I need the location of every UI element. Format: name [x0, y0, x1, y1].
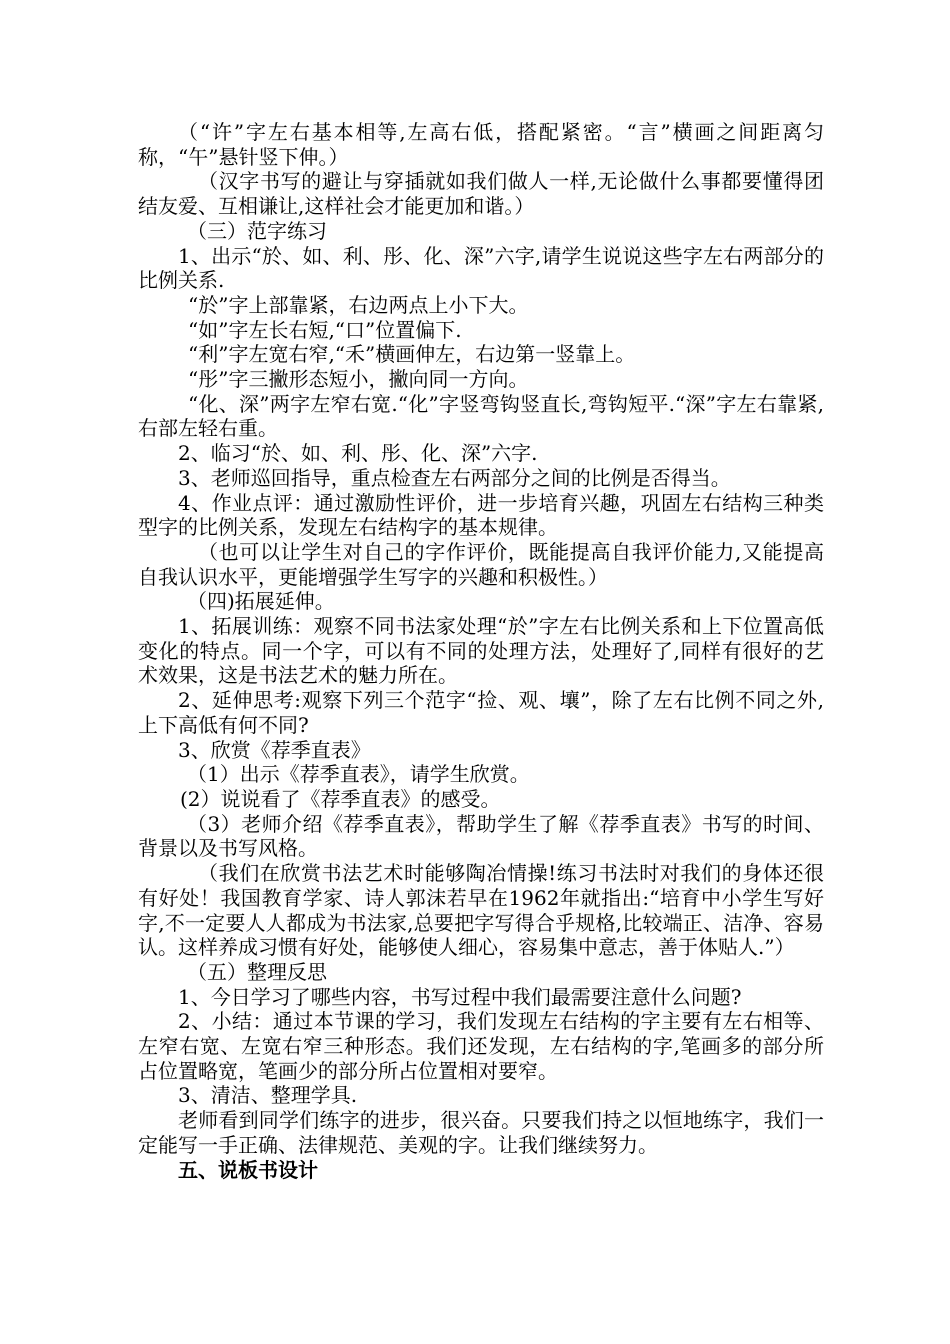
paragraph: 3、老师巡回指导，重点检查左右两部分之间的比例是否得当。 [178, 465, 731, 490]
paragraph: （“许”字左右基本相等,左高右低，搭配紧密。“言”横画之间距离匀称，“午”悬针竖下伸。） [138, 120, 824, 169]
paragraph: （3）老师介绍《荐季直表》，帮助学生了解《荐季直表》书写的时间、背景以及书写风格。 [138, 811, 824, 861]
paragraph: 3、欣赏《荐季直表》 [178, 737, 371, 762]
paragraph: （1）出示《荐季直表》，请学生欣赏。 [187, 762, 530, 787]
paragraph: 1、今日学习了哪些内容，书写过程中我们最需要注意什么问题? [178, 984, 742, 1009]
paragraph: 2、临习“於、如、利、彤、化、深”六字. [178, 441, 538, 466]
section-heading: （四)拓展延伸。 [187, 589, 335, 614]
chapter-heading: 五、说板书设计 [178, 1157, 318, 1182]
paragraph: （也可以让学生对自己的字作评价，既能提高自我评价能力,又能提高自我认识水平，更能增强学生写字的兴趣和积极性。） [138, 539, 824, 589]
paragraph: 2、小结：通过本节课的学习，我们发现左右结构的字主要有左右相等、左窄右宽、左宽右窄三种形态。我们还发现，左右结构的字,笔画多的部分所占位置略宽，笔画少的部分所占位置相对要窄。 [138, 1009, 824, 1083]
paragraph: “利”字左宽右窄,“禾”横画伸左，右边第一竖靠上。 [188, 342, 636, 367]
paragraph: “彤”字三撇形态短小，撇向同一方向。 [188, 367, 529, 392]
paragraph: 3、清洁、整理学具. [178, 1083, 358, 1108]
paragraph: 1、拓展训练：观察不同书法家处理“於”字左右比例关系和上下位置高低变化的特点。同一个字，可以有不同的处理方法，处理好了,同样有很好的艺术效果，这是书法艺术的魅力所在。 [138, 614, 824, 688]
paragraph: “如”字左长右短,“口”位置偏下. [188, 317, 462, 342]
document-body [138, 120, 824, 1182]
paragraph: “化、深”两字左窄右宽.“化”字竖弯钩竖直长,弯钩短平.“深”字左右靠紧,右部左轻右重。 [138, 391, 824, 441]
paragraph: 2、延伸思考:观察下列三个范字“捡、观、壤”，除了左右比例不同之外,上下高低有何不同? [138, 688, 824, 737]
paragraph: 1、出示“於、如、利、彤、化、深”六字,请学生说说这些字左右两部分的比例关系. [138, 243, 824, 293]
paragraph: 老师看到同学们练字的进步，很兴奋。只要我们持之以恒地练字，我们一定能写一手正确、法律规范、美观的字。让我们继续努力。 [138, 1108, 824, 1157]
paragraph: （汉字书写的避让与穿插就如我们做人一样,无论做什么事都要懂得团结友爱、互相谦让,这样社会才能更加和谐。） [138, 169, 824, 219]
paragraph: （我们在欣赏书法艺术时能够陶冶情操!练习书法时对我们的身体还很有好处！我国教育学家、诗人郭沫若早在1962年就指出:“培育中小学生写好字,不一定要人人都成为书法家,总要把字写得合乎规格,比较端正、洁净、容易认。这样养成习惯有好处，能够使人细心，容易集中意志，善于体贴人.”） [138, 861, 824, 960]
section-heading: （五）整理反思 [187, 959, 327, 984]
paragraph: 4、作业点评：通过激励性评价，进一步培育兴趣，巩固左右结构三种类型字的比例关系，发现左右结构字的基本规律。 [138, 490, 824, 540]
paragraph: (2）说说看了《荐季直表》的感受。 [180, 786, 501, 811]
section-heading: （三）范字练习 [187, 218, 327, 243]
paragraph: “於”字上部靠紧，右边两点上小下大。 [188, 292, 529, 317]
